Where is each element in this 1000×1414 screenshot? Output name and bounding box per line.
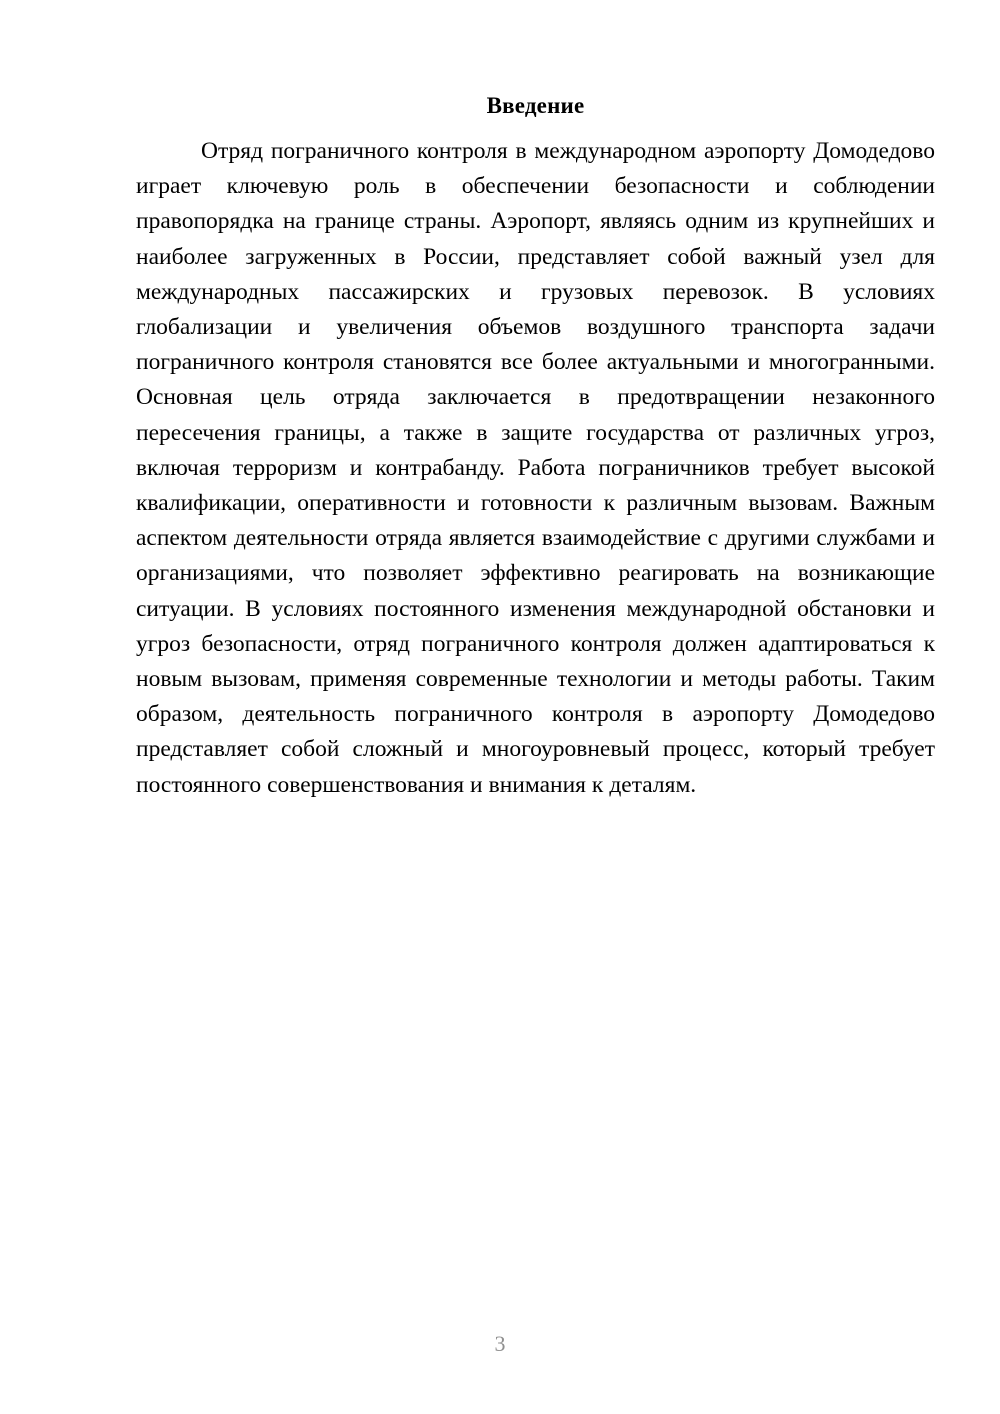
introduction-paragraph: Отряд пограничного контроля в международном аэропорту Домодедово играет ключевую роль в обеспечении безопасности и соблюдении правопорядка на границе страны. Аэропорт, являясь одним из крупнейших и наиболее загруженных в России, представляет собой важный узел для международных пассажирских и грузовых перевозок. В условиях глобализации и увеличения объемов воздушного транспорта задачи пограничного контроля становятся все более актуальными и многогранными. Основная цель отряда заключается в предотвращении незаконного пересечения границы, а также в защите государства от различных угроз, включая терроризм и контрабанду. Работа пограничников требует высокой квалификации, оперативности и готовности к различным вызовам. Важным аспектом деятельности отряда является взаимодействие с другими службами и организациями, что позволяет эффективно реагировать на возникающие ситуации. В условиях постоянного изменения международной обстановки и угроз безопасности, отряд пограничного контроля должен адаптироваться к новым вызовам, применяя современные технологии и методы работы. Таким образом, деятельность пограничного контроля в аэропорту Домодедово представляет собой сложный и многоуровневый процесс, который требует постоянного совершенствования и внимания к деталям. [136, 138, 935, 798]
page-content [136, 88, 935, 803]
page-title: Введение [486, 93, 585, 118]
page-number: 3 [494, 1331, 506, 1356]
